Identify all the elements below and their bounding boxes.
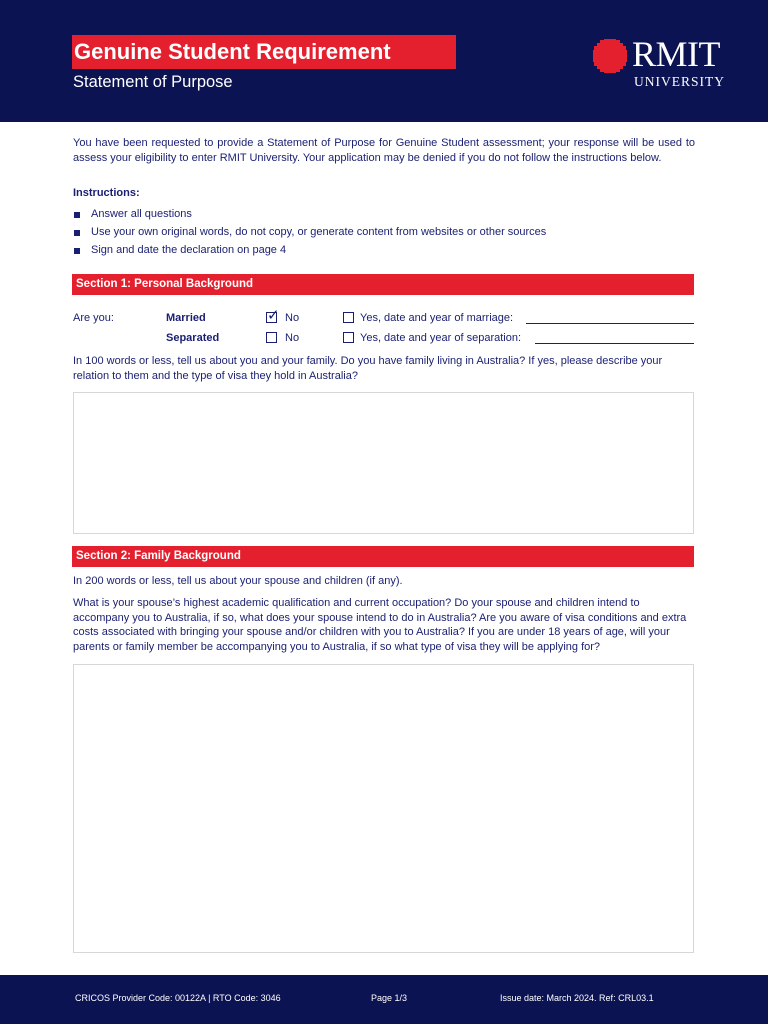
section-1-title: Section 1: Personal Background	[76, 278, 254, 290]
are-you-label: Are you:	[73, 312, 114, 324]
page-title: Genuine Student Requirement	[74, 39, 391, 64]
separation-date-field[interactable]	[535, 343, 694, 344]
logo-subtext: UNIVERSITY	[634, 74, 725, 89]
section-2-question: What is your spouse’s highest academic qualification and current occupation? Do your spouse and children intend to accompany you to Australia, if so, what does your spouse intend to do in Australia? Are you aware of visa conditions and extra costs associated with bringing your spouse and/or children with you to Australia? If you are under 18 years of age, will your parents or family member be accompanying you to Australia, if so what type of visa they will be applying for?	[73, 597, 687, 653]
list-item: Answer all questions	[73, 207, 546, 225]
issue-date: Issue date: March 2024. Ref: CRL03.1	[500, 993, 654, 1003]
married-no-checkbox[interactable]	[266, 307, 280, 324]
page-header	[0, 0, 768, 122]
separated-yes-checkbox[interactable]	[343, 332, 354, 343]
bullet-square-icon	[74, 212, 80, 218]
provider-codes: CRICOS Provider Code: 00122A | RTO Code: 3046	[75, 993, 281, 1003]
section-1-header	[72, 274, 694, 295]
checkmark-icon: ✓	[267, 307, 280, 324]
married-yes-label: Yes, date and year of marriage:	[360, 312, 514, 324]
bullet-square-icon	[74, 248, 80, 254]
separated-yes-label: Yes, date and year of separation:	[360, 332, 522, 344]
section-2-title: Section 2: Family Background	[76, 550, 241, 562]
separated-no-label: No	[285, 332, 300, 344]
page-subtitle: Statement of Purpose	[73, 73, 233, 91]
instructions-list	[73, 207, 546, 261]
section-1-question: In 100 words or less, tell us about you and your family. Do you have family living in Australia? If yes, please describe your relation to them and the type of visa they hold in Australia?	[73, 355, 663, 382]
married-yes-checkbox[interactable]	[343, 312, 354, 323]
bullet-square-icon	[74, 230, 80, 236]
section-2-header	[72, 546, 694, 567]
rmit-pixel-mark-icon	[592, 38, 628, 74]
logo-wordmark: RMIT	[632, 34, 720, 74]
rmit-logo	[592, 34, 737, 94]
section-2-prompt: In 200 words or less, tell us about your spouse and children (if any).	[73, 575, 403, 587]
section-2-answer-box[interactable]	[73, 664, 694, 953]
page-number: Page 1/3	[371, 993, 408, 1003]
married-no-label: No	[285, 312, 300, 324]
intro-paragraph: You have been requested to provide a Statement of Purpose for Genuine Student assessment; your response will be used to assess your eligibility to enter RMIT University. Your application may be denied if you do not follow the instructions below.	[73, 137, 695, 164]
instructions-heading: Instructions:	[73, 187, 140, 199]
marriage-date-field[interactable]	[526, 323, 694, 324]
page-footer	[0, 975, 768, 1024]
married-label: Married	[166, 312, 206, 324]
section-1-answer-box[interactable]	[73, 392, 694, 534]
separated-no-checkbox[interactable]	[266, 332, 277, 343]
separated-label: Separated	[166, 332, 220, 344]
list-item: Sign and date the declaration on page 4	[73, 243, 546, 261]
list-item: Use your own original words, do not copy, or generate content from websites or other sources	[73, 225, 546, 243]
